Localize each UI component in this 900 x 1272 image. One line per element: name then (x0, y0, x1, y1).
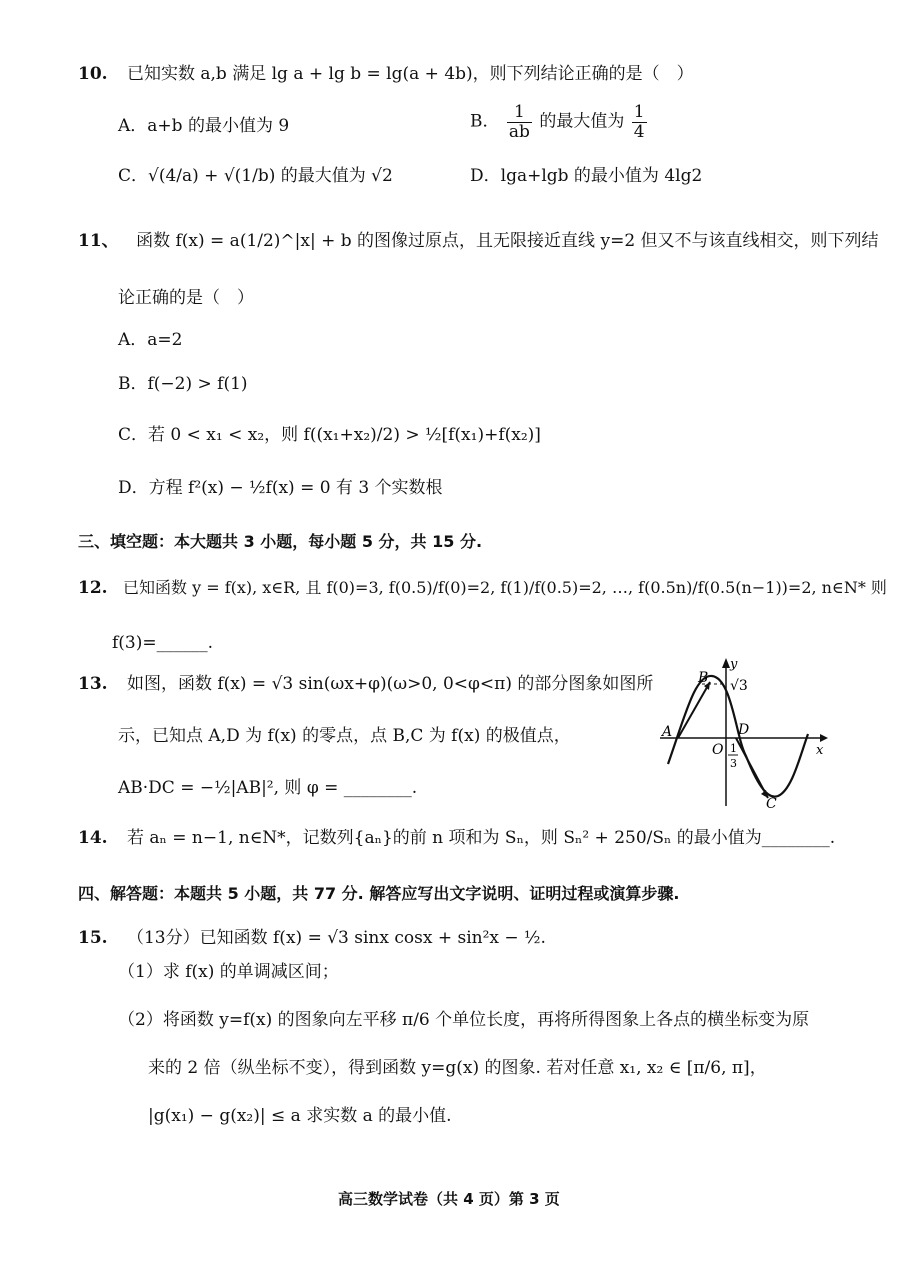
q14-stem: 若 aₙ = n−1, n∈N*，记数列{aₙ}的前 n 项和为 Sₙ，则 Sₙ² + 250/Sₙ 的最小值为________. (126, 828, 836, 848)
q10-option-b-val-den: 4 (633, 121, 645, 142)
label-tick-num: 1 (730, 742, 737, 755)
q10-option-b-fraction (507, 103, 532, 141)
q11-stem-line2: 论正确的是（ ） (118, 288, 254, 308)
section-3-heading: 三、填空题：本大题共 3 小题，每小题 5 分，共 15 分. (78, 532, 483, 551)
q10-option-b-mid: 的最大值为 (539, 111, 625, 132)
q15-stem-row (78, 928, 546, 948)
label-d: D (738, 722, 750, 738)
q10-number: 10. (78, 64, 108, 84)
q13-stem-row (78, 674, 653, 694)
q12-stem-row (78, 578, 887, 598)
q10-stem-row (78, 64, 694, 84)
q11-option-c: C．若 0 < x₁ < x₂，则 f((x₁+x₂)/2) > ½[f(x₁)+f(x₂)] (118, 425, 541, 445)
q11-stem-row (78, 231, 879, 251)
q10-option-b-value (632, 103, 647, 141)
label-origin: O (712, 742, 724, 758)
q15-part2-line3: |g(x₁) − g(x₂)| ≤ a 求实数 a 的最小值. (148, 1106, 452, 1126)
q12-number: 12. (78, 578, 108, 598)
y-axis-arrow (722, 658, 730, 668)
q10-option-b (470, 103, 649, 141)
q15-part2-line2: 来的 2 倍（纵坐标不变），得到函数 y=g(x) 的图象. 若对任意 x₁, x₂ ∈ [π/6, π]， (148, 1058, 767, 1078)
q10-option-b-prefix: B． (470, 111, 500, 132)
label-x: x (816, 743, 824, 758)
x-axis-arrow (820, 734, 828, 742)
q10-option-b-val-num: 1 (633, 102, 645, 122)
q10-option-d: D．lga+lgb 的最小值为 4lg2 (470, 166, 703, 186)
q11-option-b: B．f(−2) > f(1) (118, 374, 248, 394)
q10-stem: 已知实数 a,b 满足 lg a + lg b = lg(a + 4b)，则下列结论正确的是（ ） (126, 64, 694, 84)
q14-stem-row (78, 828, 835, 848)
q15-number: 15. (78, 928, 108, 948)
label-sqrt3: √3 (730, 678, 748, 694)
q11-number: 11、 (78, 231, 119, 251)
page-footer: 高三数学试卷（共 4 页）第 3 页 (338, 1190, 560, 1208)
q14-number: 14. (78, 828, 108, 848)
q15-stem: （13分）已知函数 f(x) = √3 sinx cosx + sin²x − ½. (126, 928, 546, 948)
q13-function-graph (660, 656, 830, 810)
label-a: A (662, 724, 673, 740)
q10-option-a: A．a+b 的最小值为 9 (118, 116, 290, 136)
label-c: C (766, 796, 777, 810)
section-4-heading: 四、解答题：本题共 5 小题，共 77 分. 解答应写出文字说明、证明过程或演算步骤. (78, 884, 680, 903)
label-b: B (698, 670, 709, 686)
q10-option-b-frac-den: ab (508, 121, 530, 142)
q10-option-b-frac-num: 1 (507, 103, 532, 123)
q15-part1: （1）求 f(x) 的单调减区间； (118, 962, 339, 982)
q15-part2-line1: （2）将函数 y=f(x) 的图象向左平移 π/6 个单位长度，再将所得图象上各点的横坐标变为原 (118, 1010, 810, 1030)
q10-option-c: C．√(4/a) + √(1/b) 的最大值为 √2 (118, 166, 393, 186)
vector-dc (736, 738, 768, 798)
label-tick-den: 3 (730, 757, 737, 770)
q12-answer-line: f(3)=______. (112, 633, 214, 653)
q11-option-d: D．方程 f²(x) − ½f(x) = 0 有 3 个实数根 (118, 478, 443, 498)
q13-number: 13. (78, 674, 108, 694)
q13-line2: 示，已知点 A,D 为 f(x) 的零点，点 B,C 为 f(x) 的极值点， (118, 726, 571, 746)
q11-stem-line1: 函数 f(x) = a(1/2)^|x| + b 的图像过原点，且无限接近直线 y=2 但又不与该直线相交，则下列结 (136, 231, 879, 251)
q13-line1: 如图，函数 f(x) = √3 sin(ωx+φ)(ω>0, 0<φ<π) 的部分图象如图所 (126, 674, 654, 694)
label-y: y (730, 657, 738, 672)
q12-stem: 已知函数 y = f(x), x∈R, 且 f(0)=3, f(0.5)/f(0)=2, f(1)/f(0.5)=2, …, f(0.5n)/f(0.5(n−1))=2, n∈N* 则 (122, 578, 887, 597)
q13-line3: AB·DC = −½|AB|², 则 φ = ________. (118, 778, 418, 798)
q11-option-a: A．a=2 (118, 330, 183, 350)
